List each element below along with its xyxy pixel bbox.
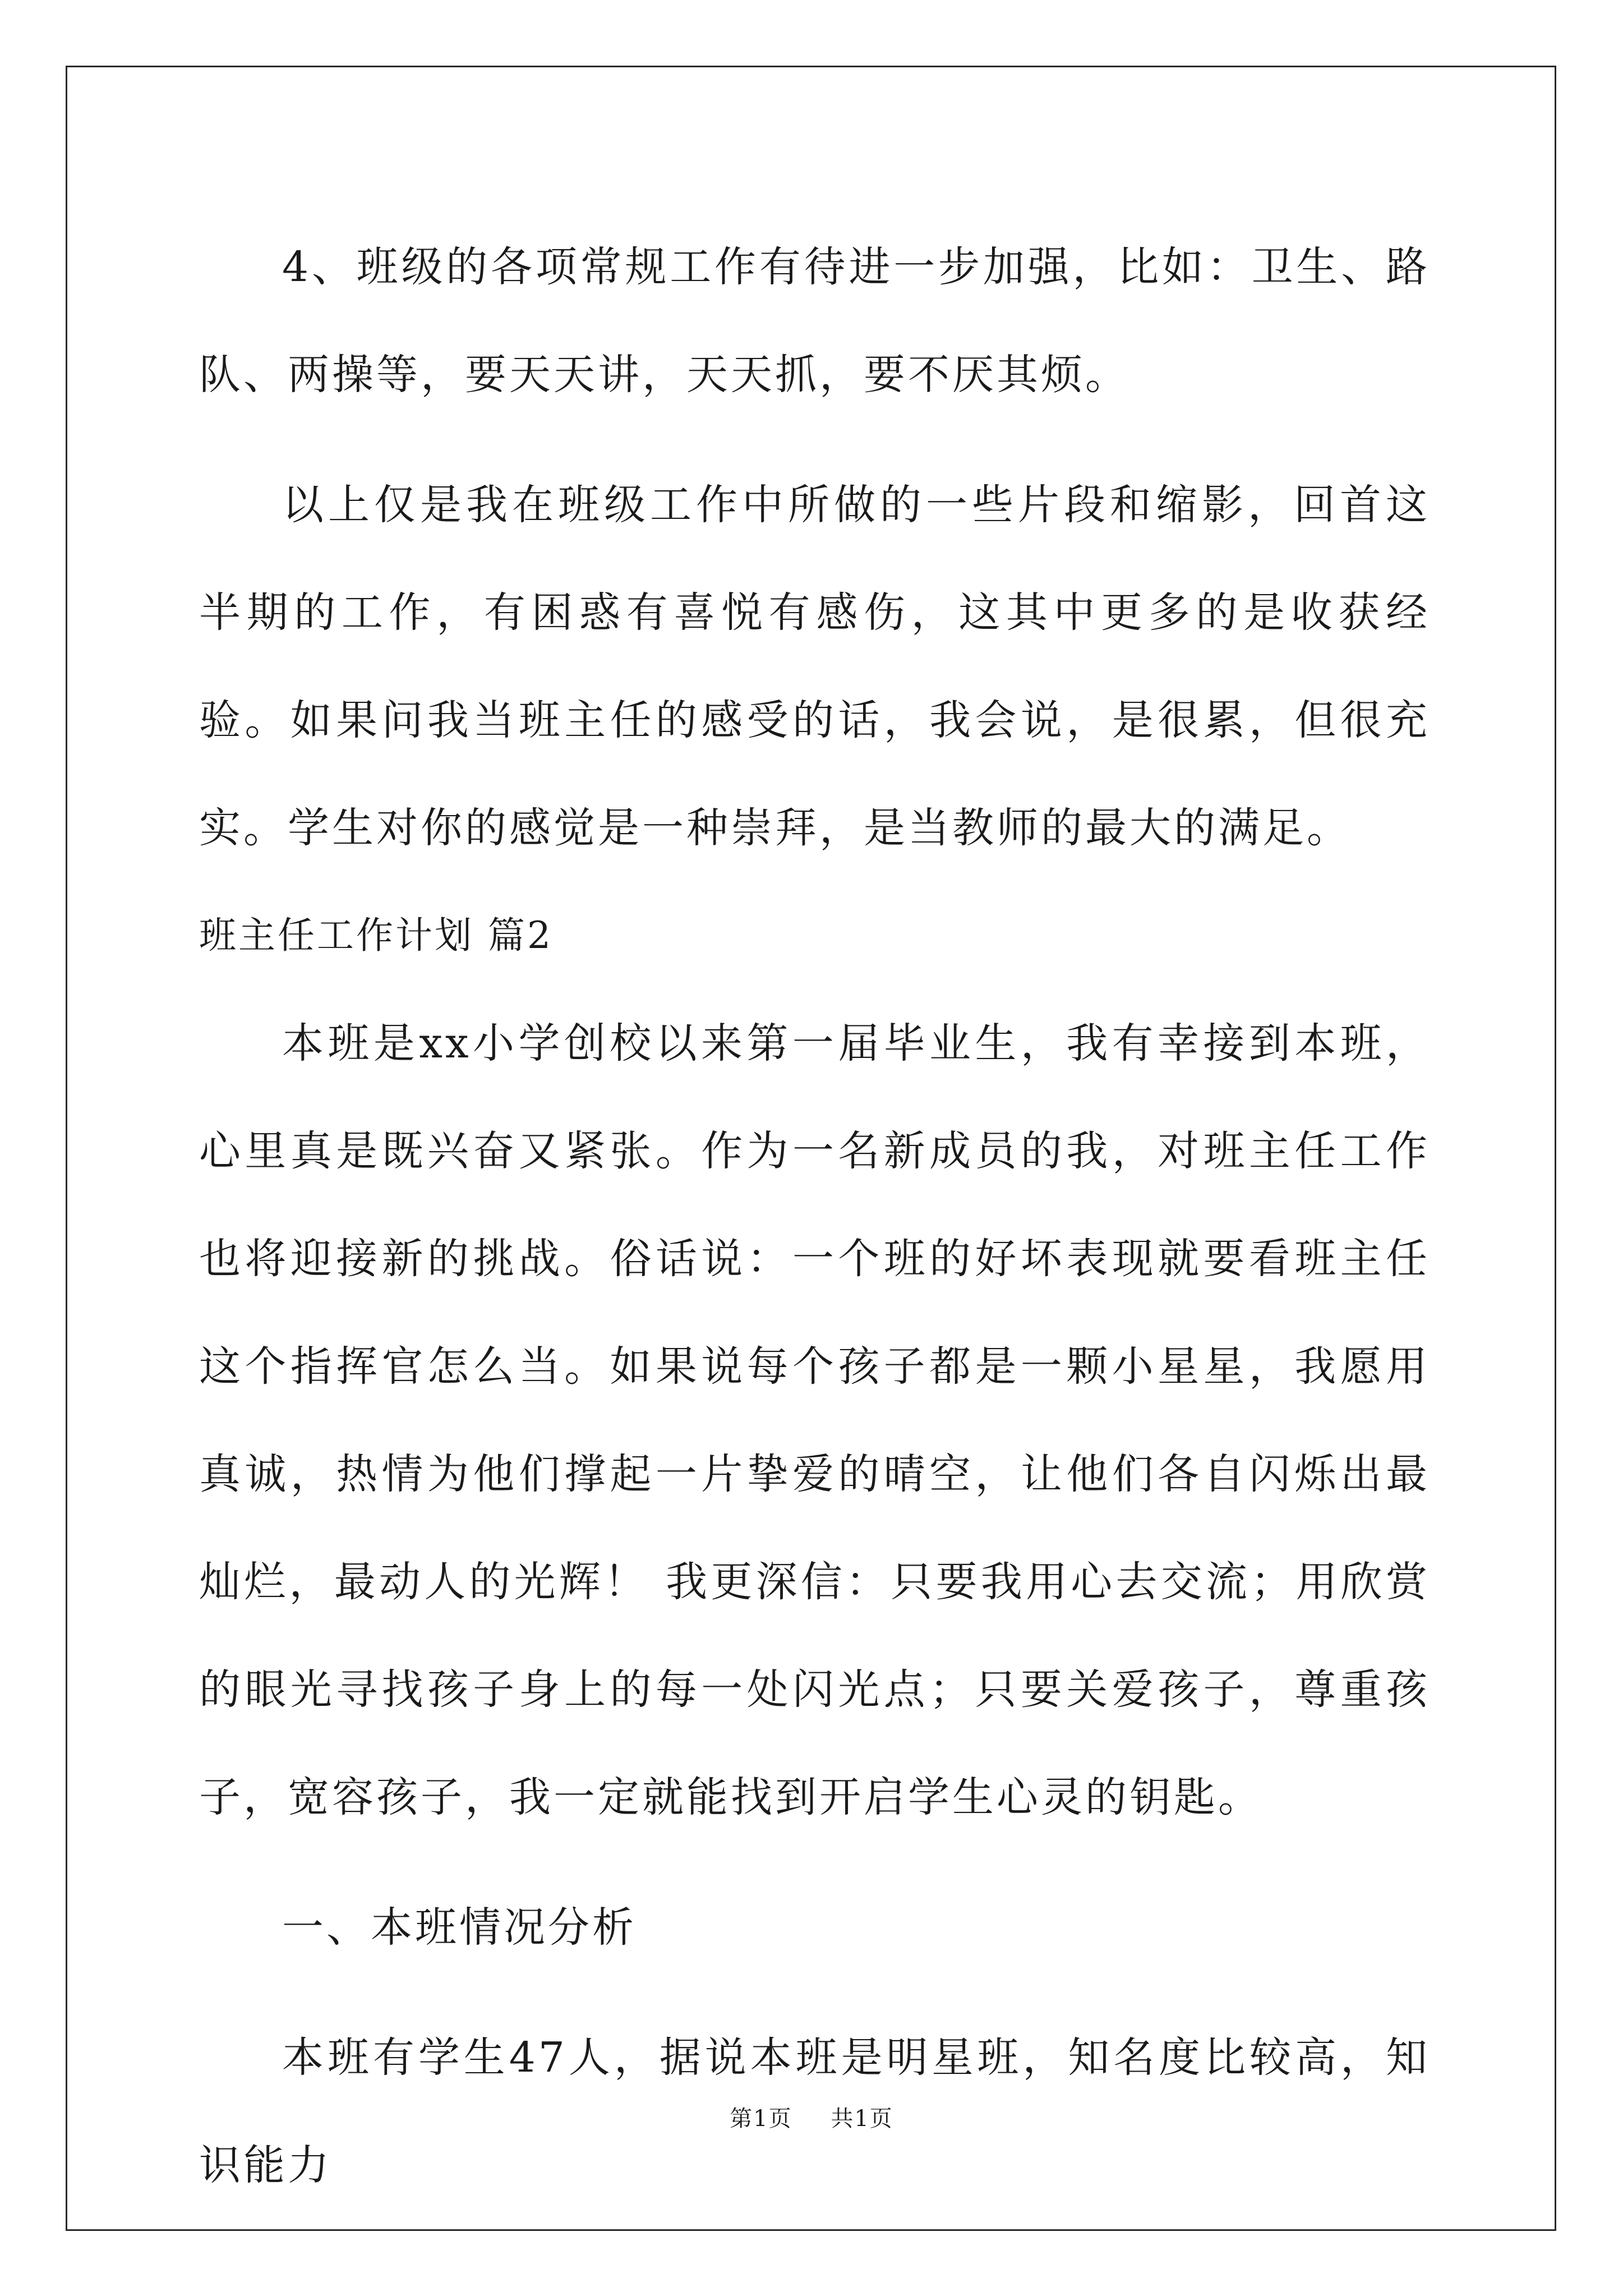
section-heading: 班主任工作计划 篇2	[199, 914, 553, 957]
paragraph-class-situation: 本班有学生47人，据说本班是明星班，知名度比较高，知识能力	[199, 2033, 1430, 2189]
document-body	[199, 213, 1430, 2219]
paragraph-summary: 以上仅是我在班级工作中所做的一些片段和缩影，回首这半期的工作，有困惑有喜悦有感伤，这其中更多的是收获经验。如果问我当班主任的感受的话，我会说，是很累，但很充实。学生对你的感觉是一种崇拜，是当教师的最大的满足。	[199, 481, 1430, 852]
paragraph-routine-work: 4、班级的各项常规工作有待进一步加强，比如：卫生、路队、两操等，要天天讲，天天抓，要不厌其烦。	[199, 243, 1430, 399]
subheading-class-analysis: 一、本班情况分析	[282, 1903, 637, 1952]
page-total: 共1页	[831, 2106, 893, 2132]
page-footer	[0, 2101, 1623, 2133]
paragraph-introduction: 本班是xx小学创校以来第一届毕业生，我有幸接到本班，心里真是既兴奋又紧张。作为一名新成员的我，对班主任工作也将迎接新的挑战。俗话说：一个班的好坏表现就要看班主任这个指挥官怎么当。如果说每个孩子都是一颗小星星，我愿用真诚，热情为他们撑起一片挚爱的晴空，让他们各自闪烁出最灿烂，最动人的光辉！ 我更深信：只要我用心去交流；用欣赏的眼光寻找孩子身上的每一处闪光点；只要关爱孩子，尊重孩子，宽容孩子，我一定就能找到开启学生心灵的钥匙。	[199, 1019, 1430, 1821]
page-number: 第1页	[730, 2106, 792, 2132]
